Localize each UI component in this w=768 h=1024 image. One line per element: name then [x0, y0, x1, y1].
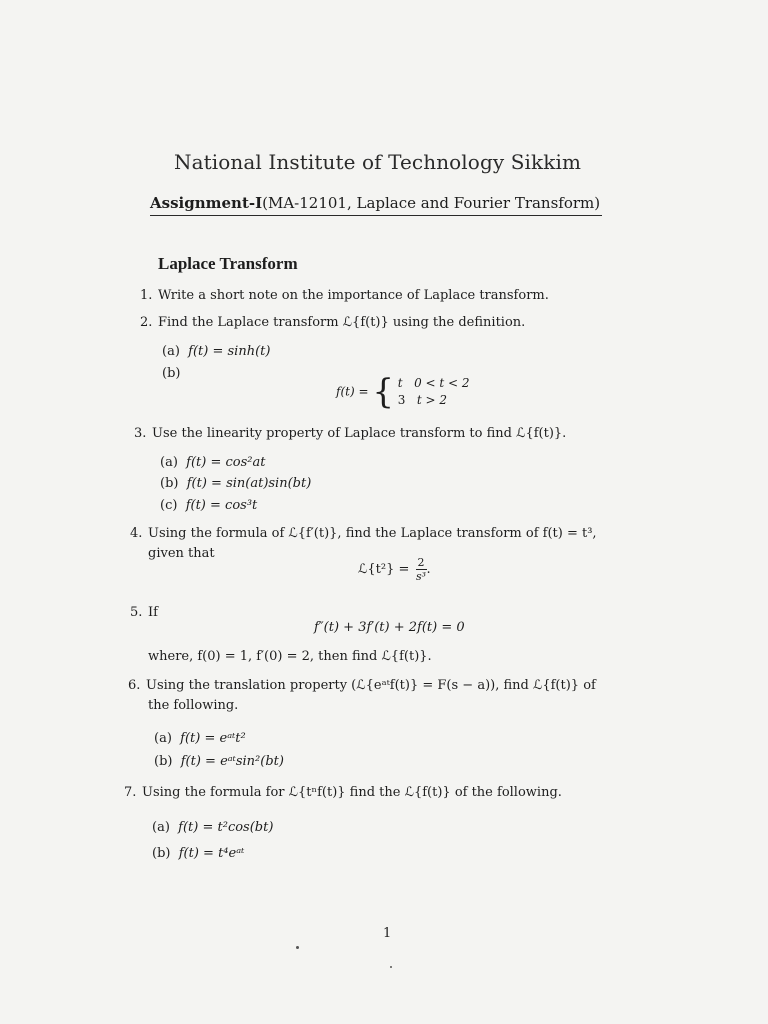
- question-6-cont: the following.: [148, 698, 239, 713]
- question-4-given: given that: [148, 546, 215, 561]
- question-2: 2. Find the Laplace transform ℒ{f(t)} using the definition.: [140, 315, 526, 330]
- question-3b: (b) f(t) = sin(at)sin(bt): [160, 476, 312, 491]
- question-3c: (c) f(t) = cos³t: [160, 498, 258, 513]
- piecewise-cases: t 0 < t < 2 3 t > 2: [397, 376, 470, 407]
- question-6a: (a) f(t) = eᵃᵗt²: [154, 731, 246, 746]
- assignment-heading: [150, 194, 600, 212]
- question-6b: (b) f(t) = eᵃᵗsin²(bt): [154, 754, 284, 769]
- question-4-equation: ℒ{t²} = $\frac{2}{\text{s³}}$ .: [358, 556, 431, 583]
- heading-underline: [150, 215, 602, 216]
- institute-title: National Institute of Technology Sikkim: [174, 150, 582, 174]
- question-5-equation: f″(t) + 3f′(t) + 2f(t) = 0: [314, 620, 465, 635]
- fraction: $\frac{2}{\text{s³}}$: [415, 556, 427, 583]
- speck: [296, 946, 299, 949]
- speck: [390, 966, 392, 968]
- question-2a: (a) f(t) = sinh(t): [162, 344, 271, 359]
- question-4: 4. Using the formula of ℒ{f′(t)}, find the Laplace transform of f(t) = t³,: [130, 526, 597, 541]
- question-2b-label: (b): [162, 366, 181, 381]
- assignment-course: (MA-12101, Laplace and Fourier Transform): [262, 194, 601, 212]
- question-1: 1. Write a short note on the importance of Laplace transform.: [140, 288, 549, 303]
- left-brace: {: [372, 372, 394, 412]
- question-7a: (a) f(t) = t²cos(bt): [152, 820, 274, 835]
- question-3a: (a) f(t) = cos²at: [160, 455, 266, 470]
- section-title: Laplace Transform: [158, 254, 298, 273]
- question-7b: (b) f(t) = t⁴eᵃᵗ: [152, 846, 245, 861]
- page-number: 1: [383, 926, 392, 941]
- assignment-label: Assignment-I: [150, 194, 263, 212]
- question-7: 7. Using the formula for ℒ{tⁿf(t)} find the ℒ{f(t)} of the following.: [124, 785, 562, 800]
- question-5-conditions: where, f(0) = 1, f′(0) = 2, then find ℒ{f(t)}.: [148, 649, 432, 664]
- question-5: 5. If: [130, 605, 158, 620]
- question-6: 6. Using the translation property (ℒ{eᵃᵗf(t)} = F(s − a)), find ℒ{f(t)} of: [128, 678, 596, 693]
- piecewise-function: f(t) = { t 0 < t < 2 3 t > 2: [336, 372, 470, 412]
- question-3: 3. Use the linearity property of Laplace transform to find ℒ{f(t)}.: [134, 426, 567, 441]
